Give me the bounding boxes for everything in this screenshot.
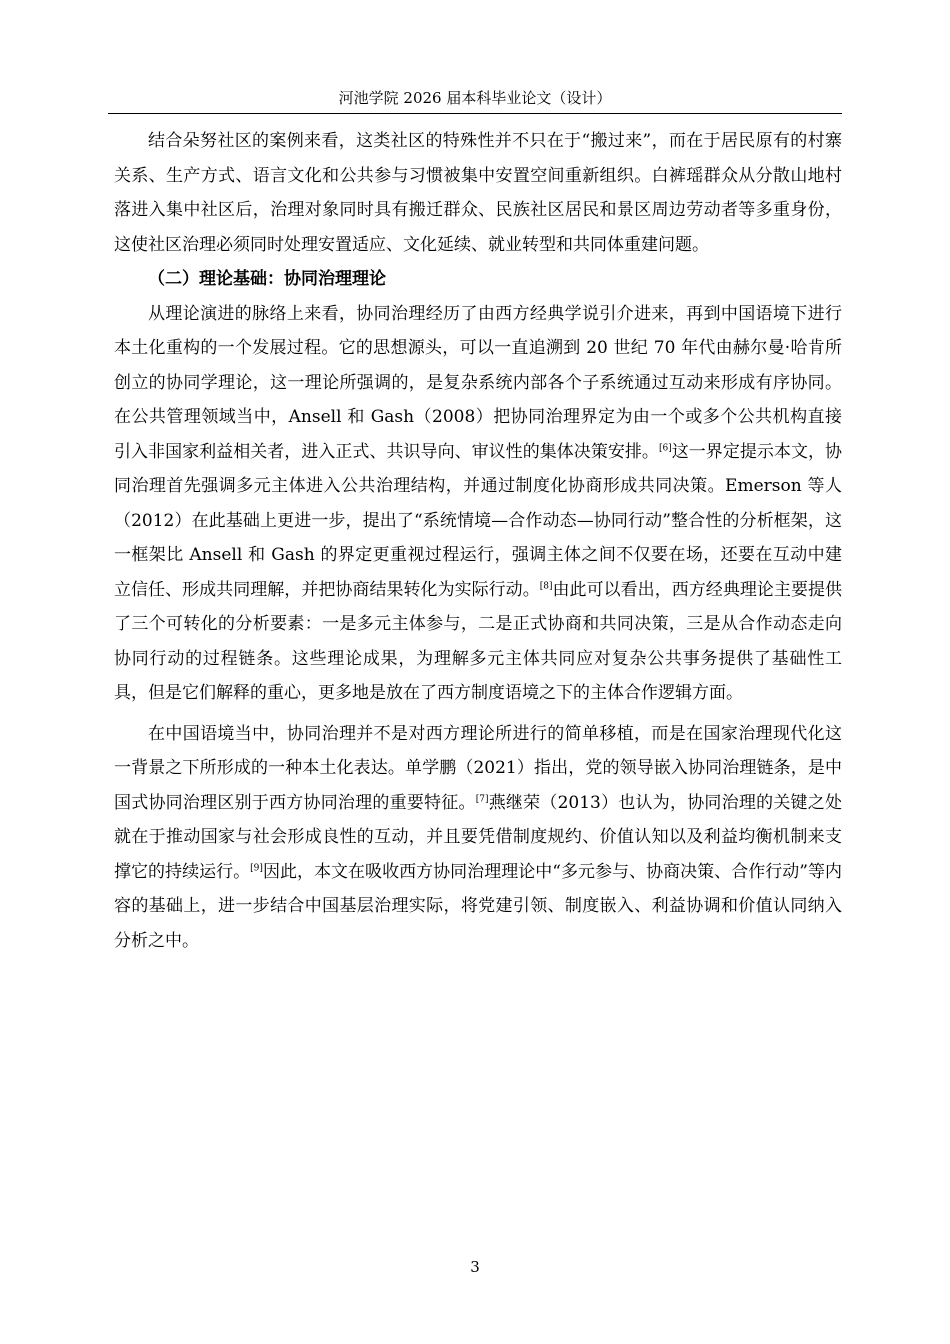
text-run: 在中国语境当中，协同治理并不是对西方理论所进行的简单移植，而是在国家治理现代化这一背景之下所形成的一种本土化表达。单学鹏（2021）指出，党的领导嵌入协同治理链条，是中国式协同治理区别于西方协同治理的重要特征。 [114,723,842,813]
running-header: 河池学院 2026 届本科毕业论文（设计） [338,89,612,107]
paragraph-case: 结合朵努社区的案例来看，这类社区的特殊性并不只在于“搬过来”，而在于居民原有的村寨关系、生产方式、语言文化和公共参与习惯被集中安置空间重新组织。白裤瑶群众从分散山地村落进入集中社区后，治理对象同时具有搬迁群众、民族社区居民和景区周边劳动者等多重身份，这使社区治理必须同时处理安置适应、文化延续、就业转型和共同体重建问题。 [114,131,842,255]
text-run: 这一界定提示本文，协同治理首先强调多元主体进入公共治理结构，并通过制度化协商形成共同决策。Emerson 等人（2012）在此基础上更进一步，提出了“系统情境—合作动态—协同行动”整合性的分析框架，这一框架比 Ansell 和 Gash 的界定更重视过程运行，强调主体之间不仅要在场，还要在互动中建立信任、形成共同理解，并把协商结果转化为实际行动。 [114,441,843,600]
header-rule [108,113,842,114]
paragraph-theory-origin [114,297,842,711]
section-heading: （二）理论基础：协同治理理论 [148,269,386,289]
text-run: 燕继荣（2013）也认为，协同治理的关键之处就在于推动国家与社会形成良性的互动，并且要凭借制度规约、价值认知以及利益均衡机制来支撑它的持续运行。 [114,792,842,882]
page-number: 3 [470,1258,480,1276]
citation: [9] [250,862,263,873]
citation: [6] [658,442,672,453]
paragraph-chinese-context [114,717,842,959]
citation: [7] [475,793,489,804]
citation: [8] [539,580,553,591]
text-run: 因此，本文在吸收西方协同治理理论中“多元参与、协商决策、合作行动”等内容的基础上，进一步结合中国基层治理实际，将党建引领、制度嵌入、利益协调和价值认同纳入分析之中。 [114,861,843,951]
body-text [114,124,842,958]
text-run: 由此可以看出，西方经典理论主要提供了三个可转化的分析要素：一是多元主体参与，二是正式协商和共同决策，三是从合作动态走向协同行动的过程链条。这些理论成果，为理解多元主体共同应对复杂公共事务提供了基础性工具，但是它们解释的重心，更多地是放在了西方制度语境之下的主体合作逻辑方面。 [114,579,843,703]
text-run: 从理论演进的脉络上来看，协同治理经历了由西方经典学说引介进来，再到中国语境下进行本土化重构的一个发展过程。它的思想源头，可以一直追溯到 20 世纪 70 年代由赫尔曼·哈肯所创立的协同学理论，这一理论所强调的，是复杂系统内部各个子系统通过互动来形成有序协同。在公共管理领域当中，Ansell 和 Gash（2008）把协同治理界定为由一个或多个公共机构直接引入非国家利益相关者，进入正式、共识导向、审议性的集体决策安排。 [114,303,842,462]
